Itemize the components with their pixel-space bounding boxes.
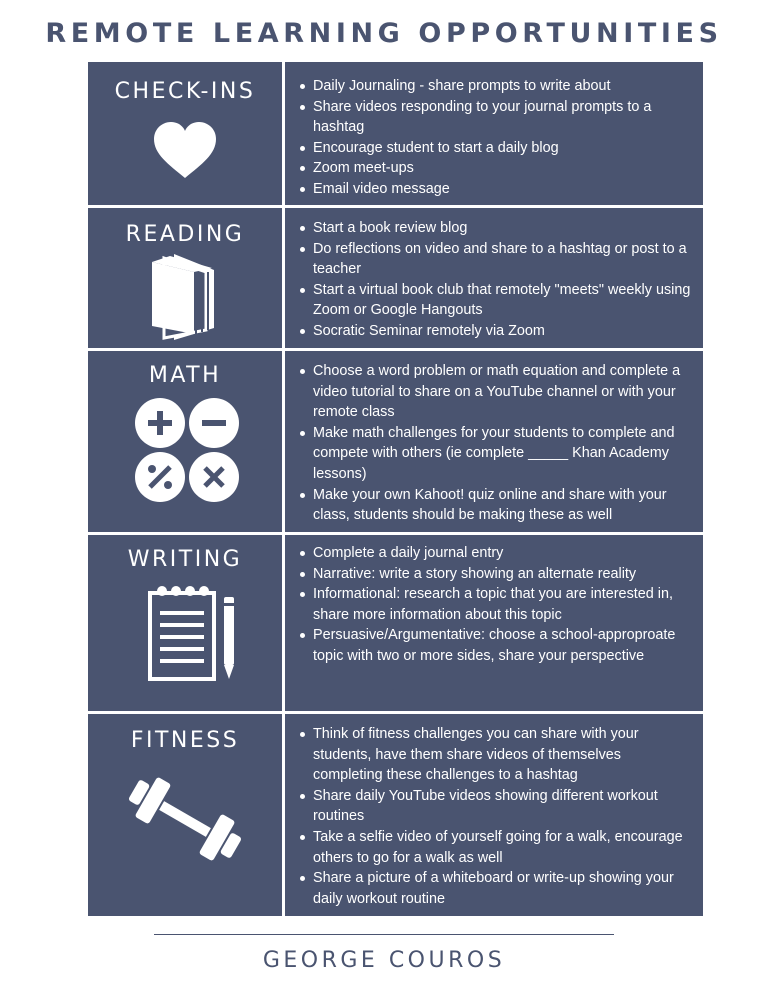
item-list	[285, 351, 703, 532]
category-cell	[88, 208, 282, 348]
category-cell	[88, 714, 282, 916]
list-item: Email video message	[313, 179, 693, 200]
item-list	[285, 535, 703, 711]
dumbbell-icon	[124, 774, 246, 864]
section-check-ins	[88, 62, 703, 205]
category-label: WRITING	[127, 547, 243, 572]
list-item: Narrative: write a story showing an alternate reality	[313, 564, 693, 585]
list-item: Daily Journaling - share prompts to write about	[313, 76, 693, 97]
category-cell	[88, 535, 282, 711]
list-item: Take a selfie video of yourself going for a walk, encourage others to go for a walk as well	[313, 827, 693, 868]
list-item: Start a virtual book club that remotely "meets" weekly using Zoom or Google Hangouts	[313, 280, 693, 321]
category-label: READING	[125, 222, 245, 247]
section-writing	[88, 535, 703, 711]
math-operators-icon	[134, 397, 240, 503]
item-list	[285, 208, 703, 348]
category-cell	[88, 351, 282, 532]
category-label: FITNESS	[130, 728, 240, 753]
list-item: Do reflections on video and share to a hashtag or post to a teacher	[313, 239, 693, 280]
list-item: Think of fitness challenges you can share with your students, have them share videos of themselves completing these challenges to a hashtag	[313, 724, 693, 786]
item-list	[285, 62, 703, 205]
list-item: Zoom meet-ups	[313, 158, 693, 179]
section-math	[88, 351, 703, 532]
notepad-pencil-icon	[146, 583, 242, 683]
list-item: Complete a daily journal entry	[313, 543, 693, 564]
list-item: Share a picture of a whiteboard or write-up showing your daily workout routine	[313, 868, 693, 909]
books-icon	[150, 250, 220, 340]
footer-divider	[154, 934, 614, 935]
opportunities-table	[88, 62, 703, 919]
author-name: GEORGE COUROS	[262, 948, 506, 973]
page-title: REMOTE LEARNING OPPORTUNITIES	[45, 18, 723, 49]
category-label: CHECK-INS	[114, 79, 256, 104]
list-item: Informational: research a topic that you are interested in, share more information about this topic	[313, 584, 693, 625]
item-list	[285, 714, 703, 916]
list-item: Choose a word problem or math equation and complete a video tutorial to share on a YouTube channel or with your remote class	[313, 361, 693, 423]
list-item: Socratic Seminar remotely via Zoom	[313, 321, 693, 342]
category-cell	[88, 62, 282, 205]
section-fitness	[88, 714, 703, 916]
list-item: Share videos responding to your journal prompts to a hashtag	[313, 97, 693, 138]
category-label: MATH	[148, 363, 222, 388]
list-item: Persuasive/Argumentative: choose a school-approproate topic with two or more sides, share your perspective	[313, 625, 693, 666]
heart-icon	[154, 122, 216, 180]
list-item: Make your own Kahoot! quiz online and share with your class, students should be making these as well	[313, 485, 693, 526]
list-item: Share daily YouTube videos showing different workout routines	[313, 786, 693, 827]
list-item: Make math challenges for your students to complete and compete with others (ie complete _____ Khan Academy lessons)	[313, 423, 693, 485]
list-item: Encourage student to start a daily blog	[313, 138, 693, 159]
section-reading	[88, 208, 703, 348]
list-item: Start a book review blog	[313, 218, 693, 239]
